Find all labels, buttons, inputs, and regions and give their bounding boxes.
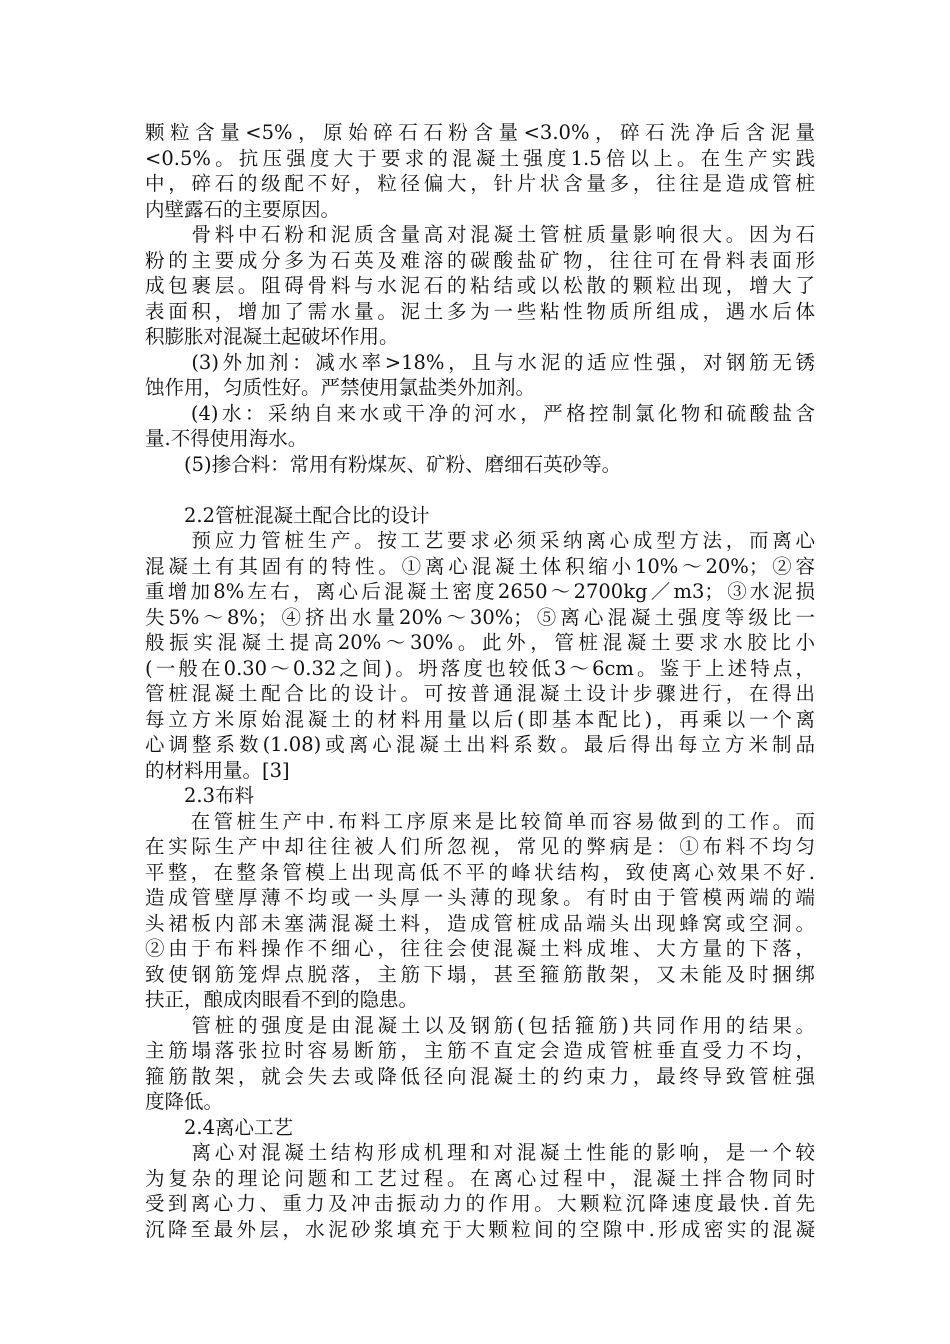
text-line: (一般在0.30～0.32之间)。坍落度也较低3～6cm。鉴于上述特点，: [145, 656, 815, 680]
text-line: 成包裹层。阻碍骨料与水泥石的粘结或以松散的颗粒出现，增大了: [145, 274, 815, 297]
text-line: 混凝土有其固有的特性。①离心混凝土体积缩小10%～20%；②容: [145, 554, 815, 578]
text-line: 重增加8%左右，离心后混凝土密度2650～2700kg／m3；③水泥损: [145, 580, 815, 603]
text-line: 粉的主要成分多为石英及难溶的碳酸盐矿物，往往可在骨料表面形: [145, 248, 815, 272]
blank-line: [145, 477, 815, 503]
text-line: 为复杂的理论问题和工艺过程。在离心过程中，混凝土拌合物同时: [145, 1166, 815, 1190]
text-line: 表面积，增加了需水量。泥土多为一些粘性物质所组成，遇水后体: [145, 299, 815, 323]
text-line: 骨料中石粉和泥质含量高对混凝土管桩质量影响很大。因为石: [145, 223, 815, 246]
text-line: (3)外加剂：减水率>18%，且与水泥的适应性强，对钢筋无锈: [145, 350, 815, 374]
text-line: 2.3布料: [145, 784, 255, 807]
text-line: 平整，在整条管模上出现高低不平的峰状结构，致使离心效果不好.: [145, 860, 815, 884]
text-line: 扶正，酿成肉眼看不到的隐患。: [145, 988, 419, 1011]
text-line: <0.5%。抗压强度大于要求的混凝土强度1.5倍以上。在生产实践: [145, 146, 815, 170]
text-line: 在管桩生产中.布料工序原来是比较简单而容易做到的工作。而: [145, 809, 815, 833]
text-line: (5)掺合料：常用有粉煤灰、矿粉、磨细石英砂等。: [145, 452, 622, 476]
text-line: 头裙板内部未塞满混凝土料，造成管桩成品端头出现蜂窝或空洞。: [145, 911, 815, 935]
text-line: 蚀作用，匀质性好。严禁使用氯盐类外加剂。: [145, 376, 536, 399]
text-line: 在实际生产中却往往被人们所忽视，常见的弊病是：①布料不均匀: [145, 835, 815, 858]
text-line: 量.不得使用海水。: [145, 427, 308, 450]
document-body: [145, 120, 815, 1242]
text-line: (4)水：采纳自来水或干净的河水，严格控制氯化物和硫酸盐含: [145, 401, 815, 425]
text-line: 内壁露石的主要原因。: [145, 197, 341, 221]
text-line: 心调整系数(1.08)或离心混凝土出料系数。最后得出每立方米制品: [145, 733, 815, 756]
text-line: 管桩的强度是由混凝土以及钢筋(包括箍筋)共同作用的结果。: [145, 1013, 815, 1037]
text-line: 中，碎石的级配不好，粒径偏大，针片状含量多，往往是造成管桩: [145, 172, 815, 195]
text-line: 每立方米原始混凝土的材料用量以后(即基本配比)，再乘以一个离: [145, 707, 815, 731]
text-line: 管桩混凝土配合比的设计。可按普通混凝土设计步骤进行，在得出: [145, 682, 815, 705]
text-line: 受到离心力、重力及冲击振动力的作用。大颗粒沉降速度最快.首先: [145, 1192, 815, 1215]
text-line: 颗粒含量<5%，原始碎石石粉含量<3.0%，碎石洗净后含泥量: [145, 121, 815, 144]
text-line: ②由于布料操作不细心，往往会使混凝土料成堆、大方量的下落，: [145, 937, 815, 960]
text-line: 主筋塌落张拉时容易断筋，主筋不直定会造成管桩垂直受力不均，: [145, 1039, 815, 1062]
text-line: 箍筋散架，就会失去或降低径向混凝土的约束力，最终导致管桩强: [145, 1064, 815, 1088]
text-line: 2.2管桩混凝土配合比的设计: [145, 503, 430, 527]
text-line: 度降低。: [145, 1090, 224, 1113]
text-line: 积膨胀对混凝土起破坏作用。: [145, 325, 399, 348]
text-line: 离心对混凝土结构形成机理和对混凝土性能的影响，是一个较: [145, 1141, 815, 1164]
text-line: 预应力管桩生产。按工艺要求必须采纳离心成型方法，而离心: [145, 529, 815, 552]
text-line: 沉降至最外层，水泥砂浆填充于大颗粒间的空隙中.形成密实的混凝: [145, 1217, 815, 1241]
text-line: 般振实混凝土提高20%～30%。此外，管桩混凝土要求水胶比小: [145, 631, 815, 654]
text-line: 致使钢筋笼焊点脱落，主筋下塌，甚至箍筋散架，又未能及时捆绑: [145, 962, 815, 986]
text-line: 失5%～8%；④挤出水量20%～30%；⑤离心混凝土强度等级比一: [145, 605, 815, 629]
text-line: 的材料用量。[3]: [145, 758, 290, 782]
text-line: 造成管壁厚薄不均或一头厚一头薄的现象。有时由于管模两端的端: [145, 886, 815, 909]
text-line: 2.4离心工艺: [145, 1115, 294, 1139]
